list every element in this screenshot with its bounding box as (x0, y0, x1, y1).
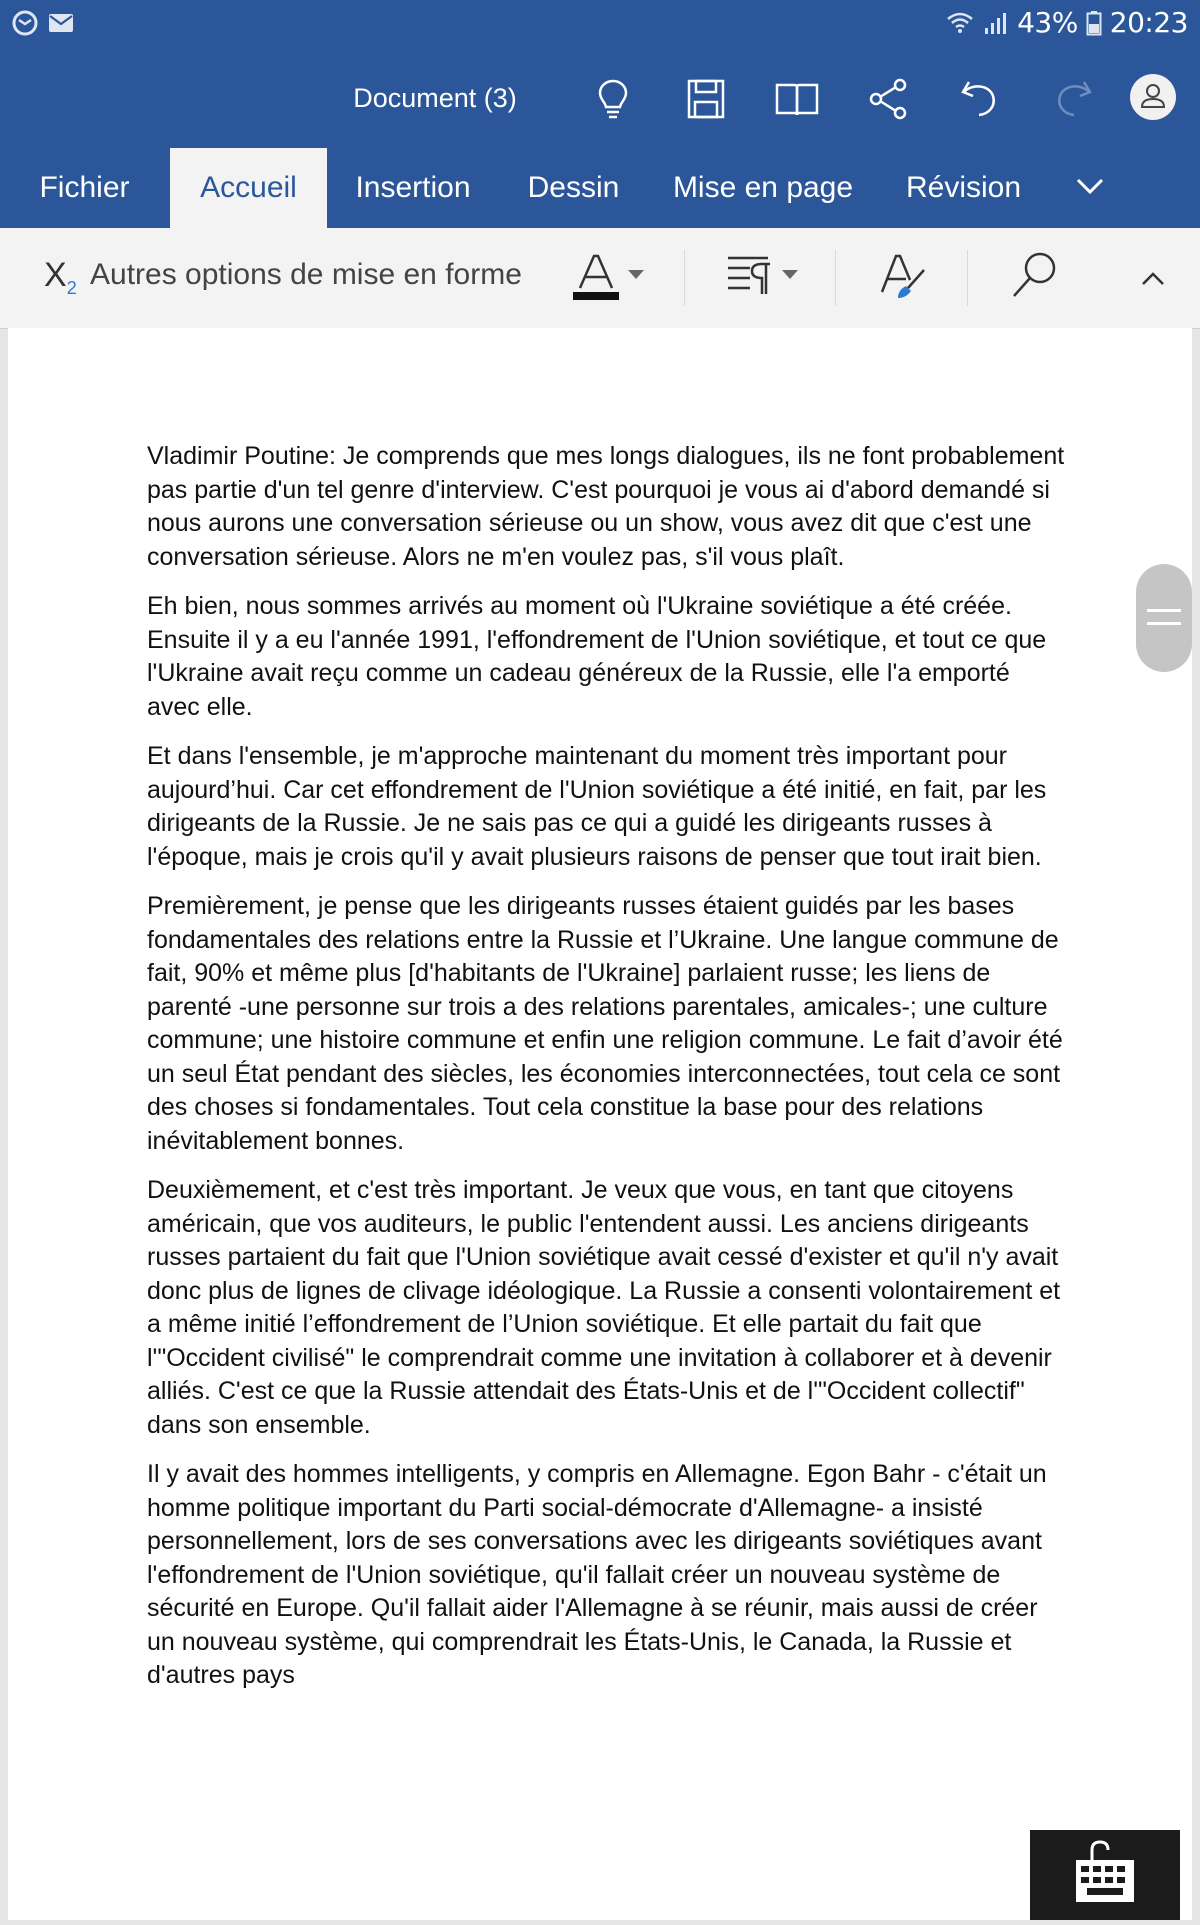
find-button[interactable] (1008, 248, 1064, 308)
paragraph[interactable]: Eh bien, nous sommes arrivés au moment où l'Ukraine soviétique a été créée. Ensuite il y a eu l'année 1991, l'effondrement de l'Union soviétique, et tout ce que l'Ukraine avait reçu comme un cadeau généreux de la Russie, elle l'a emporté avec elle. (147, 592, 1047, 721)
paragraph[interactable]: Il y avait des hommes intelligents, y compris en Allemagne. Egon Bahr - c'était un homme politique important du Parti social-démocrate d'Allemagne- a insisté personnellement, lors de ses conversations avec les dirigeants soviétiques avant l'effondrement de l'Union soviétique, qu'il fallait créer un nouveau système de sécurité en Europe. Qu'il fallait aider l'Allemagne à se réunir, mais aussi de créer un nouveau système, qui comprendrait les États-Unis, le Canada, la Russie et d'autres pays (147, 1460, 1047, 1689)
email-icon (48, 10, 74, 36)
paragraph[interactable]: Et dans l'ensemble, je m'approche maintenant du moment très important pour aujourd’hui. Car cet effondrement de l'Union soviétique a été initié, en fait, par les dirigeants de la Russie. Je ne sais pas ce qui a guidé les dirigeants russes à l'époque, mais je crois qu'il y avait plusieurs raisons de penser que tout irait bien. (147, 742, 1047, 871)
wifi-icon (945, 10, 975, 36)
title-bar (0, 50, 1200, 150)
subscript-icon-2: 2 (66, 277, 77, 298)
scroll-handle-grip (1147, 622, 1181, 625)
chevron-down-icon[interactable] (1070, 166, 1110, 206)
tab-dessin[interactable]: Dessin (527, 171, 620, 204)
save-icon (679, 72, 733, 126)
tab-mise-en-page[interactable]: Mise en page (672, 171, 854, 204)
collapse-ribbon-button[interactable] (1138, 266, 1168, 326)
account-button[interactable] (1126, 70, 1180, 124)
document-body[interactable] (147, 440, 1067, 1709)
keyboard-unlock-icon (1030, 1830, 1180, 1920)
lightbulb-icon (586, 72, 640, 126)
document-page[interactable] (8, 328, 1192, 1920)
ribbon-toolbar (0, 228, 1200, 329)
more-formatting-options[interactable]: Autres options de mise en forme (90, 258, 522, 291)
tell-me-button[interactable] (586, 72, 640, 126)
tab-accueil[interactable]: Accueil (170, 148, 327, 228)
toolbar-divider (967, 250, 968, 306)
paragraph[interactable]: Vladimir Poutine: Je comprends que mes longs dialogues, ils ne font probablement pas partie d'un tel genre d'interview. C'est pourquoi je vous ai d'abord demandé si nous aurons une conversation sérieuse ou un show, vous avez dit que c'est une conversation sérieuse. Alors ne m'en voulez pas, s'il vous plaît. (147, 442, 1065, 571)
ribbon-tabs (0, 148, 1200, 228)
status-right (945, 6, 1188, 39)
subscript-icon-x: X (44, 256, 67, 294)
search-icon (1008, 248, 1064, 308)
document-title[interactable]: Document (3) (353, 83, 517, 113)
scroll-handle-grip (1147, 609, 1181, 612)
tab-insertion[interactable]: Insertion (355, 171, 471, 204)
paragraph[interactable]: Premièrement, je pense que les dirigeants russes étaient guidés par les bases fondamentales des relations entre la Russie et l’Ukraine. Une langue commune de fait, 90% et même plus [d'habitants de l'Ukraine] parlaient russe; les liens de parenté -une personne sur trois a des relations parentales, amicales-; une culture commune; une histoire commune et enfin une religion commune. Le fait d’avoir été un seul État pendant des siècles, les économies interconnectées, tout cela ce sont des choses si fondamentales. Tout cela constitue la base pour des relations inévitablement bonnes. (147, 892, 1063, 1155)
toolbar-divider (684, 250, 685, 306)
chevron-up-icon (1138, 266, 1168, 290)
battery-icon (1086, 10, 1102, 36)
tab-fichier[interactable]: Fichier (39, 171, 130, 204)
tab-revision[interactable]: Révision (905, 171, 1022, 204)
status-left-icons (12, 10, 74, 36)
share-icon (862, 72, 916, 126)
share-button[interactable] (862, 72, 916, 126)
font-color-button[interactable] (570, 248, 654, 308)
font-color-icon (570, 248, 654, 308)
paragraph-marks-icon (724, 248, 808, 308)
paragraph-format-button[interactable] (724, 248, 808, 308)
styles-button[interactable] (876, 248, 930, 308)
scroll-handle[interactable] (1136, 564, 1192, 672)
styles-brush-icon (876, 248, 930, 308)
save-button[interactable] (679, 72, 733, 126)
toolbar-divider (835, 250, 836, 306)
read-mode-button[interactable] (770, 72, 824, 126)
undo-button[interactable] (953, 72, 1007, 126)
paragraph[interactable]: Deuxièmement, et c'est très important. Je veux que vous, en tant que citoyens américain, que vos auditeurs, le public l'entendent aussi. Les anciens dirigeants russes partaient du fait que l'Union soviétique avait cessé d'exister et qu'il n'y avait donc plus de lignes de clivage idéologique. La Russie a consenti volontairement et a même initié l’effondrement de l’Union soviétique. Et elle partait du fait que l'"Occident civilisé" le comprendrait comme une invitation à collaborer et à devenir alliés. C'est ce que la Russie attendait des États-Unis et de l'"Occident collectif" dans son ensemble. (147, 1176, 1061, 1439)
redo-button[interactable] (1046, 72, 1100, 126)
mail-badge-icon (12, 10, 38, 36)
battery-percent: 43% (1017, 6, 1078, 39)
undo-icon (953, 72, 1007, 126)
account-icon (1126, 70, 1180, 124)
redo-icon (1046, 72, 1100, 126)
signal-icon (983, 10, 1009, 36)
keyboard-toggle-button[interactable] (1030, 1830, 1180, 1920)
read-mode-icon (770, 72, 824, 126)
subscript-button[interactable] (44, 256, 77, 299)
status-bar (0, 0, 1200, 50)
clock: 20:23 (1109, 6, 1188, 39)
